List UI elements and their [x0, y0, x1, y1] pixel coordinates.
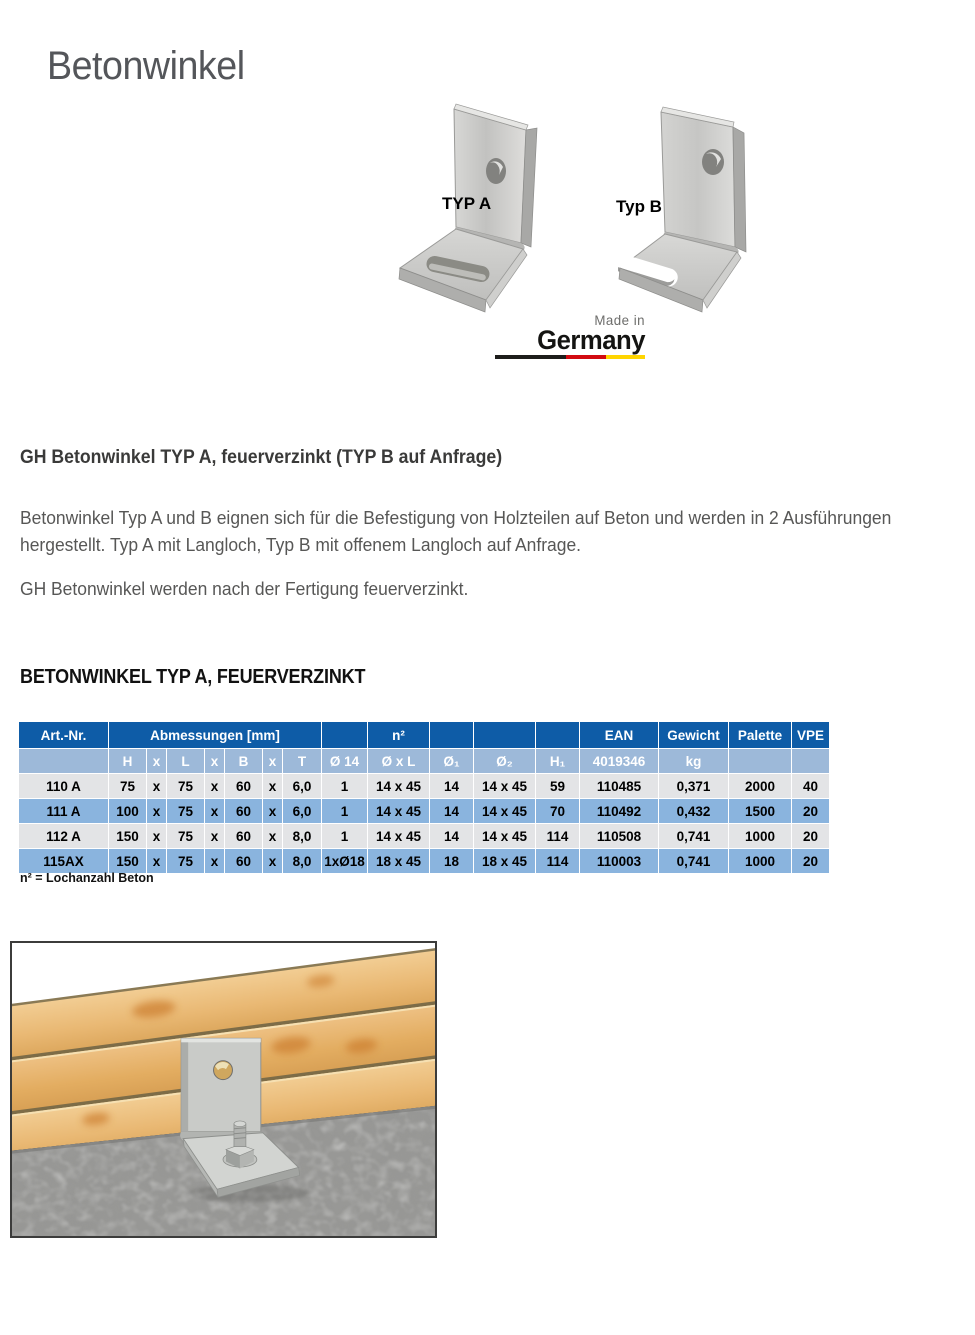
table-cell: 40 [792, 774, 830, 799]
table-cell: x [147, 849, 167, 874]
column-header: VPE [792, 722, 830, 749]
table-cell: x [263, 799, 283, 824]
germany-text: Germany [537, 325, 645, 355]
table-cell: 114 [536, 849, 580, 874]
flag-red-segment [566, 355, 607, 359]
column-subheader: L [167, 749, 205, 774]
table-cell: 75 [167, 774, 205, 799]
table-cell: 110508 [580, 824, 659, 849]
column-subheader [729, 749, 792, 774]
column-header: Abmessungen [mm] [109, 722, 322, 749]
table-cell: 6,0 [283, 799, 322, 824]
table-cell: 60 [225, 774, 263, 799]
table-cell: 1000 [729, 849, 792, 874]
table-cell: 1xØ18 [322, 849, 368, 874]
made-in-text: Made in [594, 312, 645, 328]
column-header [536, 722, 580, 749]
column-subheader [19, 749, 109, 774]
table-cell: 1000 [729, 824, 792, 849]
table-cell: 14 [430, 799, 474, 824]
table-cell: 60 [225, 849, 263, 874]
column-subheader: Ø x L [368, 749, 430, 774]
table-cell: 2000 [729, 774, 792, 799]
table-cell: 14 x 45 [474, 824, 536, 849]
table-footnote: n² = Lochanzahl Beton [20, 871, 154, 885]
table-cell: 110492 [580, 799, 659, 824]
column-header: Palette [729, 722, 792, 749]
table-cell: 150 [109, 824, 147, 849]
table-cell: 14 x 45 [474, 774, 536, 799]
table-cell: x [205, 774, 225, 799]
table-cell: 8,0 [283, 849, 322, 874]
table-cell: 75 [167, 824, 205, 849]
table-cell: x [205, 849, 225, 874]
table-cell: 14 x 45 [368, 824, 430, 849]
table-section-title: BETONWINKEL TYP A, FEUERVERZINKT [20, 666, 366, 688]
table-cell: 20 [792, 799, 830, 824]
column-header [430, 722, 474, 749]
flag-gold-segment [606, 355, 645, 359]
table-cell: 100 [109, 799, 147, 824]
table-cell: 0,741 [659, 849, 729, 874]
table-cell: 70 [536, 799, 580, 824]
table-cell: x [205, 799, 225, 824]
table-cell: 0,371 [659, 774, 729, 799]
table-cell: 110485 [580, 774, 659, 799]
flag-black-segment [495, 355, 566, 359]
column-header [474, 722, 536, 749]
table-cell: 60 [225, 799, 263, 824]
table-row [19, 799, 830, 824]
german-flag-bar [495, 355, 645, 359]
column-subheader: Ø₁ [430, 749, 474, 774]
table-cell: 0,741 [659, 824, 729, 849]
table-header-row-2 [19, 749, 830, 774]
table-cell: x [205, 824, 225, 849]
table-cell: 8,0 [283, 824, 322, 849]
table-cell: 1 [322, 824, 368, 849]
table-cell: x [147, 824, 167, 849]
table-cell: 110003 [580, 849, 659, 874]
column-subheader: kg [659, 749, 729, 774]
made-in-germany-logo [495, 313, 645, 359]
table-cell: 14 x 45 [368, 799, 430, 824]
table-cell: 14 x 45 [368, 774, 430, 799]
table-cell: 150 [109, 849, 147, 874]
table-cell: 115AX [19, 849, 109, 874]
table-cell: x [147, 774, 167, 799]
table-row [19, 849, 830, 874]
product-figure [360, 92, 780, 367]
table-row [19, 774, 830, 799]
column-subheader: Ø₂ [474, 749, 536, 774]
column-subheader: x [147, 749, 167, 774]
table-header-row-1 [19, 722, 830, 749]
table-cell: 6,0 [283, 774, 322, 799]
table-cell: x [263, 824, 283, 849]
column-subheader [792, 749, 830, 774]
table-cell: 75 [109, 774, 147, 799]
intro-paragraph-1: Betonwinkel Typ A und B eignen sich für die Befestigung von Holzteilen auf Beton und werden in 2 Ausführungen hergestellt. Typ A mit Langloch, Typ B mit offenem Langloch auf Anfrage. [20, 508, 892, 555]
table-cell: 14 [430, 824, 474, 849]
table-cell: 14 [430, 774, 474, 799]
column-subheader: T [283, 749, 322, 774]
table-cell: 114 [536, 824, 580, 849]
table-cell: 110 A [19, 774, 109, 799]
table-cell: 60 [225, 824, 263, 849]
column-subheader: B [225, 749, 263, 774]
table-cell: 0,432 [659, 799, 729, 824]
table-cell: x [263, 774, 283, 799]
intro-paragraph-2: GH Betonwinkel werden nach der Fertigung feuerverzinkt. [20, 579, 469, 599]
table-cell: x [147, 799, 167, 824]
column-subheader: H [109, 749, 147, 774]
column-subheader: H₁ [536, 749, 580, 774]
table-row [19, 824, 830, 849]
table-cell: 1500 [729, 799, 792, 824]
table-cell: 112 A [19, 824, 109, 849]
column-subheader: x [263, 749, 283, 774]
table-cell: 75 [167, 799, 205, 824]
table-cell: 75 [167, 849, 205, 874]
page-title: Betonwinkel [47, 44, 245, 88]
table-cell: 20 [792, 824, 830, 849]
column-subheader: 4019346 [580, 749, 659, 774]
product-table [18, 721, 830, 874]
label-typ-b: Typ B [616, 197, 662, 216]
table-cell: 59 [536, 774, 580, 799]
table-cell: 18 x 45 [474, 849, 536, 874]
column-header [322, 722, 368, 749]
application-illustration-drawing [12, 943, 435, 1236]
bracket-typ-a-image [390, 97, 565, 337]
column-subheader: Ø 14 [322, 749, 368, 774]
table-cell: 111 A [19, 799, 109, 824]
column-header: n² [368, 722, 430, 749]
column-subheader: x [205, 749, 225, 774]
column-header: Art.-Nr. [19, 722, 109, 749]
application-illustration [10, 941, 437, 1238]
table-cell: 18 [430, 849, 474, 874]
table-cell: 18 x 45 [368, 849, 430, 874]
table-cell: x [263, 849, 283, 874]
table-cell: 20 [792, 849, 830, 874]
table-cell: 1 [322, 774, 368, 799]
column-header: EAN [580, 722, 659, 749]
label-typ-a: TYP A [442, 194, 492, 213]
intro-heading: GH Betonwinkel TYP A, feuerverzinkt (TYP B auf Anfrage) [20, 447, 503, 468]
table-cell: 14 x 45 [474, 799, 536, 824]
table-cell: 1 [322, 799, 368, 824]
column-header: Gewicht [659, 722, 729, 749]
